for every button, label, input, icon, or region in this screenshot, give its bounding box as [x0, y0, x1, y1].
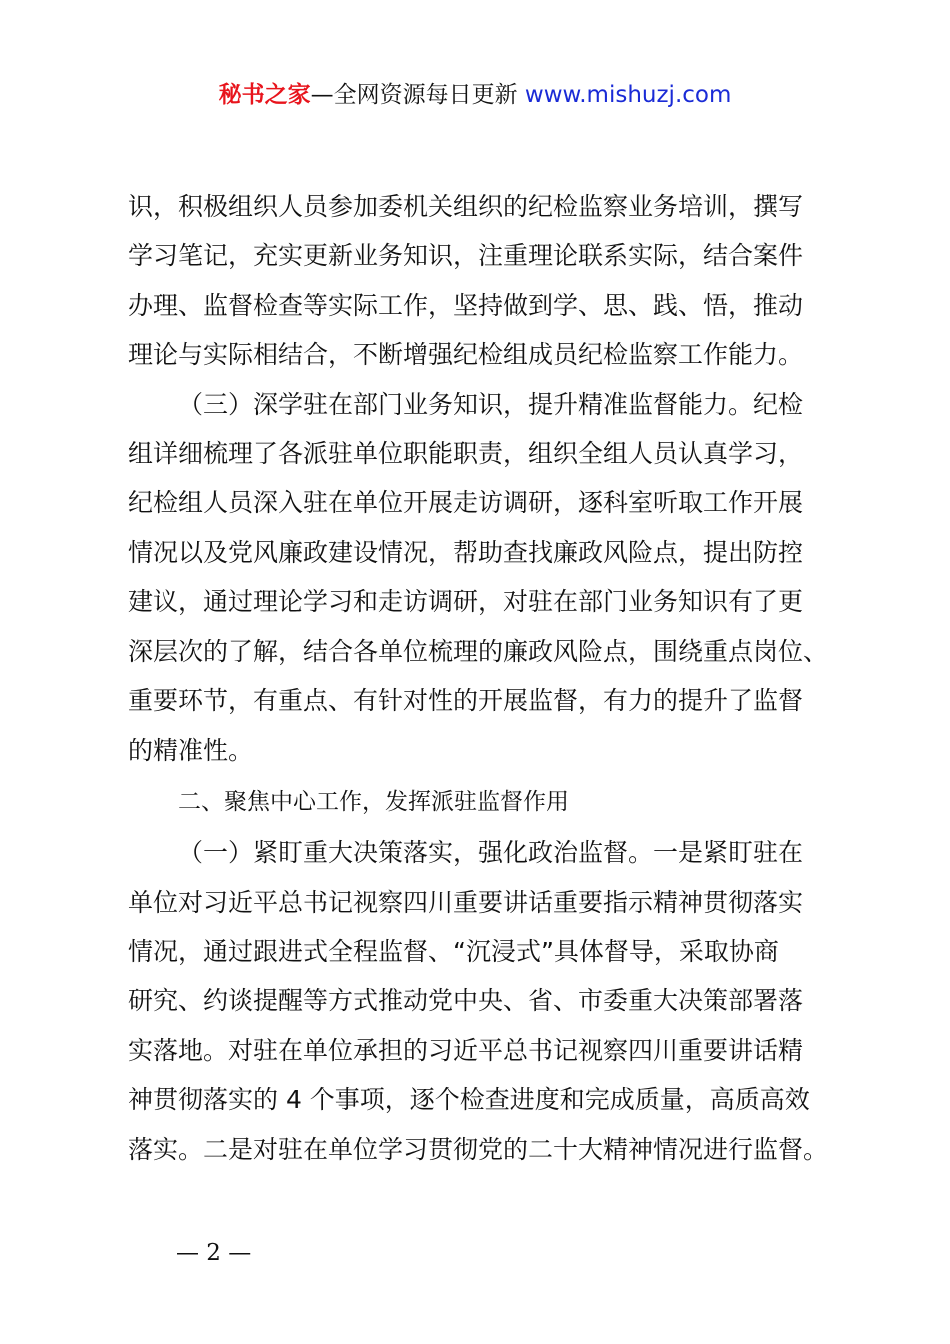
site-header [0, 80, 950, 110]
site-url-link[interactable]: www.mishuzj.com [524, 82, 732, 108]
text-line: 情况以及党风廉政建设情况，帮助查找廉政风险点，提出防控 [128, 537, 804, 567]
text-line: 情况，通过跟进式全程监督、“沉浸式”具体督导，采取协商 [128, 937, 779, 967]
text-line: 学习笔记，充实更新业务知识，注重理论联系实际，结合案件 [128, 241, 804, 271]
text-line: 研究、约谈提醒等方式推动党中央、省、市委重大决策部署落 [128, 986, 804, 1016]
text-line: 重要环节，有重点、有针对性的开展监督，有力的提升了监督 [128, 685, 804, 715]
text-line: 理论与实际相结合，不断增强纪检组成员纪检监察工作能力。 [128, 340, 804, 370]
text-line: 建议，通过理论学习和走访调研，对驻在部门业务知识有了更 [128, 587, 804, 617]
document-body [128, 182, 848, 1174]
text-line: 单位对习近平总书记视察四川重要讲话重要指示精神贯彻落实 [128, 887, 804, 917]
text-line: （三）深学驻在部门业务知识，提升精准监督能力。纪检 [178, 389, 804, 419]
text-line: 纪检组人员深入驻在单位开展走访调研，逐科室听取工作开展 [128, 488, 804, 518]
text-line: 落实。二是对驻在单位学习贯彻党的二十大精神情况进行监督。 [128, 1134, 829, 1164]
text-line: 实落地。对驻在单位承担的习近平总书记视察四川重要讲话精 [128, 1035, 804, 1065]
section-heading: 二、聚焦中心工作，发挥派驻监督作用 [178, 788, 569, 815]
site-brand: 秘书之家 [218, 82, 311, 108]
page-number: — 2 — [176, 1240, 252, 1266]
text-line: 识，积极组织人员参加委机关组织的纪检监察业务培训，撰写 [128, 192, 804, 221]
text-line: 神贯彻落实的 4 个事项，逐个检查进度和完成质量，高质高效 [128, 1085, 810, 1115]
text-line: 办理、监督检查等实际工作，坚持做到学、思、践、悟，推动 [128, 290, 804, 320]
text-line: 深层次的了解，结合各单位梳理的廉政风险点，围绕重点岗位、 [128, 636, 829, 666]
text-line: 组详细梳理了各派驻单位职能职责，组织全组人员认真学习， [128, 438, 804, 468]
text-line: 的精准性。 [128, 736, 254, 766]
site-tagline: —全网资源每日更新 [310, 82, 525, 108]
text-line: （一）紧盯重大决策落实，强化政治监督。一是紧盯驻在 [178, 838, 804, 868]
